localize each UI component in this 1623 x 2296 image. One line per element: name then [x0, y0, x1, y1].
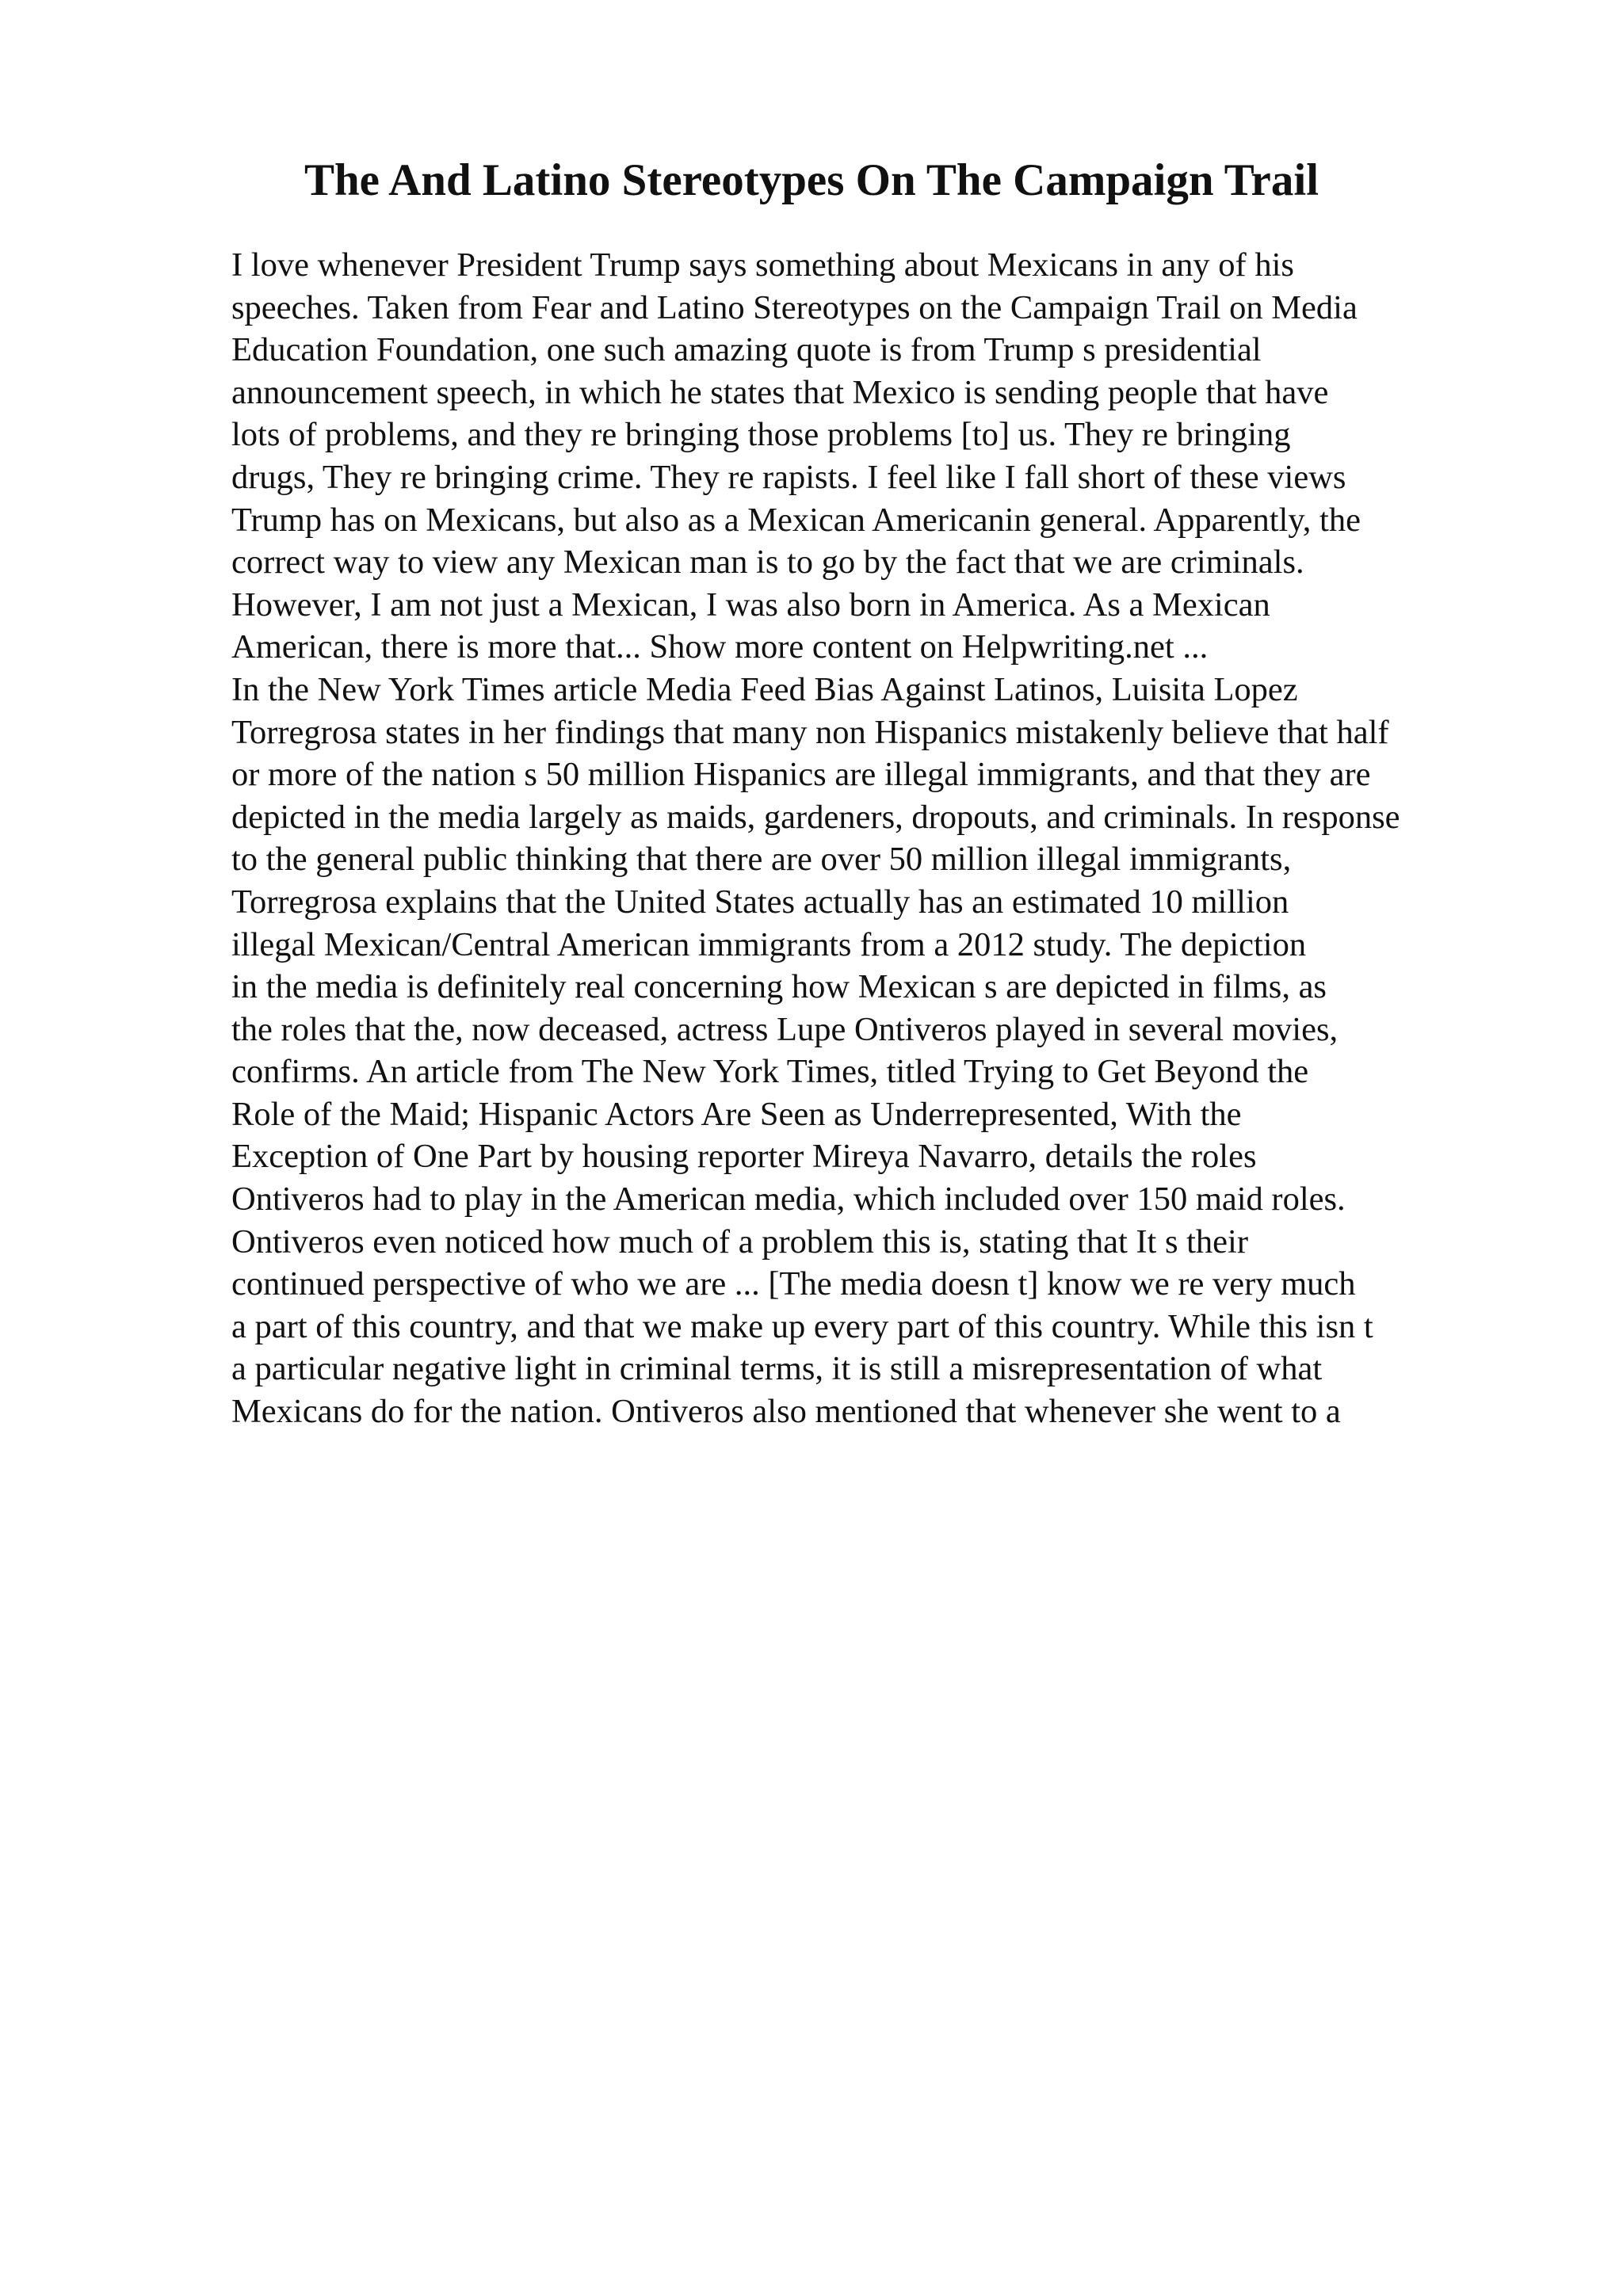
body-line: a particular negative light in criminal terms, it is still a misrepresentation of what: [231, 1350, 1323, 1388]
body-line: American, there is more that... Show more content on Helpwriting.net ...: [231, 628, 1209, 666]
body-line: Role of the Maid; Hispanic Actors Are Seen as Underrepresented, With the: [231, 1095, 1242, 1133]
document-title: The And Latino Stereotypes On The Campaign Trail: [304, 155, 1319, 205]
body-line: in the media is definitely real concerning how Mexican s are depicted in films, as: [231, 968, 1327, 1006]
body-line: However, I am not just a Mexican, I was also born in America. As a Mexican: [231, 585, 1270, 624]
body-line: I love whenever President Trump says something about Mexicans in any of his: [231, 246, 1294, 284]
body-line: Trump has on Mexicans, but also as a Mexican Americanin general. Apparently, the: [231, 501, 1361, 539]
body-line: the roles that the, now deceased, actress Lupe Ontiveros played in several movies,: [231, 1010, 1338, 1048]
body-line: Ontiveros even noticed how much of a problem this is, stating that It s their: [231, 1222, 1249, 1261]
body-line: In the New York Times article Media Feed Bias Against Latinos, Luisita Lopez: [231, 670, 1298, 708]
body-line: Education Foundation, one such amazing quote is from Trump s presidential: [231, 331, 1262, 369]
body-line: illegal Mexican/Central American immigrants from a 2012 study. The depiction: [231, 925, 1307, 963]
body-line: lots of problems, and they re bringing those problems [to] us. They re bringing: [231, 416, 1291, 454]
body-line: a part of this country, and that we make up every part of this country. While this isn t: [231, 1307, 1373, 1345]
body-line: Torregrosa states in her findings that many non Hispanics mistakenly believe that half: [231, 713, 1389, 751]
body-line: announcement speech, in which he states that Mexico is sending people that have: [231, 373, 1329, 411]
body-line: or more of the nation s 50 million Hispanics are illegal immigrants, and that they are: [231, 756, 1371, 794]
body-line: to the general public thinking that there are over 50 million illegal immigrants,: [231, 841, 1292, 879]
body-line: Mexicans do for the nation. Ontiveros also mentioned that whenever she went to a: [231, 1393, 1341, 1431]
body-line: speeches. Taken from Fear and Latino Stereotypes on the Campaign Trail on Media: [231, 288, 1358, 326]
document-body: [231, 244, 1531, 1433]
body-line: confirms. An article from The New York Times, titled Trying to Get Beyond the: [231, 1053, 1309, 1091]
body-line: correct way to view any Mexican man is to go by the fact that we are criminals.: [231, 543, 1304, 582]
body-line: continued perspective of who we are ... [The media doesn t] know we re very much: [231, 1265, 1356, 1303]
body-line: drugs, They re bringing crime. They re rapists. I feel like I fall short of these views: [231, 458, 1346, 496]
body-line: Exception of One Part by housing reporter Mireya Navarro, details the roles: [231, 1138, 1257, 1176]
body-line: Ontiveros had to play in the American media, which included over 150 maid roles.: [231, 1180, 1346, 1219]
body-line: depicted in the media largely as maids, gardeners, dropouts, and criminals. In response: [231, 798, 1400, 836]
body-line: Torregrosa explains that the United States actually has an estimated 10 million: [231, 883, 1289, 921]
